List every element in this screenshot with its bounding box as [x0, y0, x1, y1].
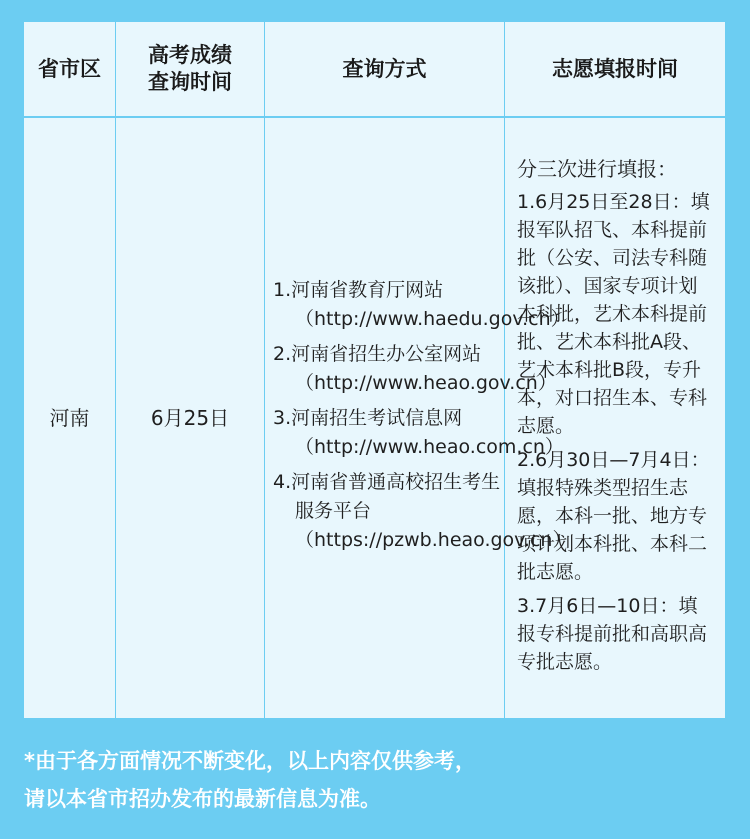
footnote — [24, 742, 734, 818]
header-region: 省市区 — [38, 56, 101, 81]
application-step: 1.6月25日至28日：填报军队招飞、本科提前批（公安、司法专科随该批）、国家专项计划本科批，艺术本科提前批、艺术本科批A段、艺术本科批B段，专升本，对口招生本、专科志愿。 — [517, 190, 710, 437]
cell-query-methods — [265, 118, 572, 718]
application-intro: 分三次进行填报： — [517, 156, 677, 181]
header-score-time-line2: 查询时间 — [148, 70, 232, 94]
cell-application-time — [505, 118, 725, 718]
header-score-time — [116, 22, 264, 116]
query-method-item: 4.河南省普通高校招生考生服务平台（https://pzwb.heao.gov.cn） — [273, 470, 572, 551]
footnote-line2: 请以本省市招办发布的最新信息为准。 — [24, 787, 381, 811]
header-score-time-line1: 高考成绩 — [148, 43, 232, 67]
footnote-line1: *由于各方面情况不断变化，以上内容仅供参考， — [24, 749, 476, 773]
cell-score-time: 6月25日 — [150, 405, 230, 430]
query-method-item: 3.河南招生考试信息网（http://www.heao.com.cn） — [273, 406, 564, 458]
application-step: 2.6月30日—7月4日：填报特殊类型招生志愿，本科一批、地方专项计划本科批、本科二批志愿。 — [517, 448, 710, 583]
header-application-time: 志愿填报时间 — [552, 56, 678, 81]
query-method-item: 2.河南省招生办公室网站（http://www.heao.gov.cn） — [273, 342, 557, 394]
application-step: 3.7月6日—10日：填报专科提前批和高职高专批志愿。 — [517, 594, 708, 673]
admission-table — [24, 22, 725, 718]
query-method-item: 1.河南省教育厅网站（http://www.haedu.gov.cn） — [273, 278, 570, 330]
header-query-method: 查询方式 — [342, 56, 427, 81]
cell-region: 河南 — [49, 405, 90, 430]
